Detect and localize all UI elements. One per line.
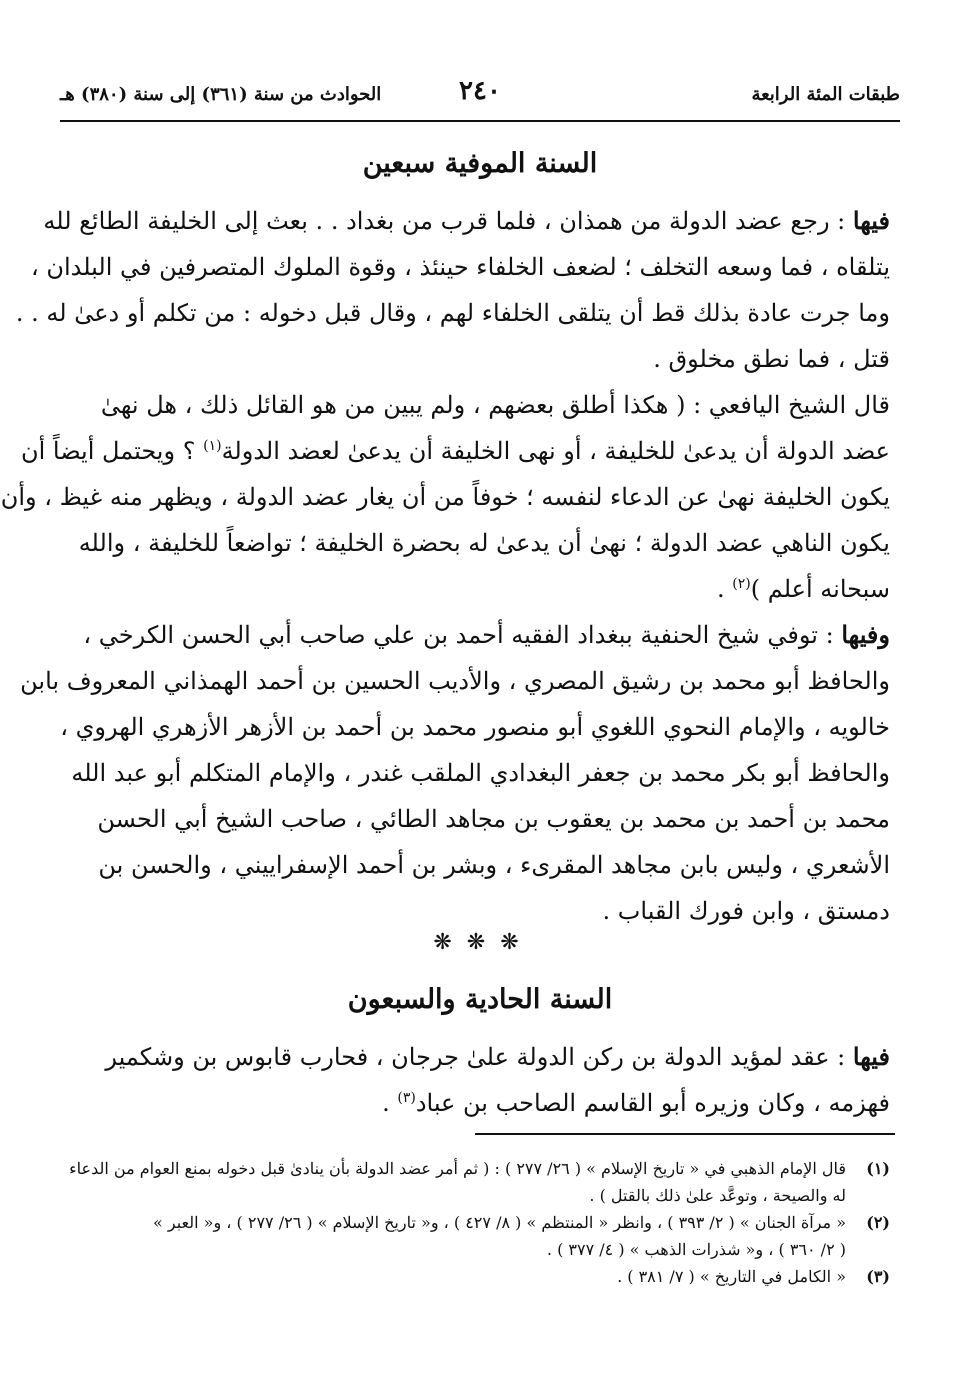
text-line: عضد الدولة أن يدعىٰ للخليفة ، أو نهى الخليفة أن يدعىٰ لعضد الدولة$^{(١)}$ ؟ ويحتمل أيضاً أن <box>21 437 890 465</box>
header-book-title: طبقات المئة الرابعة <box>751 84 900 105</box>
footnotes <box>60 1155 890 1290</box>
header-chapter-range: الحوادث من سنة (٣٦١) إلى سنة (٣٨٠) هـ <box>60 84 382 105</box>
footnote-line: له والصيحة ، وتوعَّد علىٰ ذلك بالقتل ) . <box>589 1186 846 1205</box>
text-line: يتلقاه ، فما وسعه التخلف ؛ لضعف الخلفاء حينئذ ، وقوة الملوك المتصرفين في البلدان ، <box>30 253 890 281</box>
paragraph-deaths <box>20 612 890 934</box>
running-header <box>60 76 900 122</box>
text-line: محمد بن أحمد بن محمد بن يعقوب بن مجاهد الطائي ، صاحب الشيخ أبي الحسن <box>97 805 890 833</box>
text-line: دمستق ، وابن فورك القباب . <box>602 897 890 925</box>
text-line: فيها : رجع عضد الدولة من همذان ، فلما قرب من بغداد . . بعث إلى الخليفة الطائع لله <box>43 206 890 235</box>
paragraph-lead: وفيها <box>841 620 890 649</box>
paragraph-events-371 <box>60 1034 890 1126</box>
text-line: قتل ، فما نطق مخلوق . <box>653 345 890 373</box>
paragraph-yafii-quote <box>0 382 890 612</box>
text-line: والحافظ أبو بكر محمد بن جعفر البغدادي الملقب غندر ، والإمام المتكلم أبو عبد الله <box>71 759 890 787</box>
text-line: وما جرت عادة بذلك قط أن يتلقى الخلفاء لهم ، وقال قبل دخوله : من تكلم أو دعىٰ له . . <box>15 299 890 327</box>
text-line: يكون الناهي عضد الدولة ؛ نهىٰ أن يدعىٰ له بحضرة الخليفة ؛ تواضعاً للخليفة ، والله <box>78 529 890 557</box>
footnote-number: (٣) <box>866 1267 890 1286</box>
footnote-3 <box>60 1263 890 1290</box>
text-line: فهزمه ، وكان وزيره أبو القاسم الصاحب بن عباد$^{(٣)}$ . <box>382 1089 890 1117</box>
footnote-2 <box>60 1209 890 1263</box>
footnote-divider <box>475 1133 895 1135</box>
footnote-1 <box>60 1155 890 1209</box>
footnote-line: قال الإمام الذهبي في « تاريخ الإسلام » ( ٢٦/ ٢٧٧ ) : ( ثم أمر عضد الدولة بأن ينادىٰ قبل دخوله بمنع العوام من الدعاء <box>69 1159 846 1178</box>
text-line: وفيها : توفي شيخ الحنفية ببغداد الفقيه أحمد بن علي صاحب أبي الحسن الكرخي ، <box>83 620 890 649</box>
footnote-number: (١) <box>866 1159 890 1178</box>
footnote-number: (٢) <box>866 1213 890 1232</box>
footnote-ref-2[interactable]: (٢) <box>732 576 751 592</box>
text-line: خالويه ، والإمام النحوي اللغوي أبو منصور محمد بن أحمد بن الأزهر الأزهري الهروي ، <box>60 713 890 741</box>
page-number: ٢٤٠ <box>459 76 501 106</box>
footnote-line: ( ٢/ ٣٦٠ ) ، و« شذرات الذهب » ( ٤/ ٣٧٧ ) . <box>546 1240 846 1259</box>
section-title-year-371: السنة الحادية والسبعون <box>347 984 613 1015</box>
text-line: والحافظ أبو محمد بن رشيق المصري ، والأديب الحسين بن أحمد الهمذاني المعروف بابن <box>20 667 890 695</box>
text-line: الأشعري ، وليس بابن مجاهد المقرىء ، وبشر بن أحمد الإسفراييني ، والحسن بن <box>98 851 890 879</box>
footnote-ref-3[interactable]: (٣) <box>397 1090 416 1106</box>
text-line: فيها : عقد لمؤيد الدولة بن ركن الدولة علىٰ جرجان ، فحارب قابوس بن وشكمير <box>105 1042 890 1071</box>
text-line: سبحانه أعلم )$^{(٢)}$ . <box>717 575 890 603</box>
paragraph-events <box>15 198 890 382</box>
text-line: قال الشيخ اليافعي : ( هكذا أطلق بعضهم ، ولم يبين من هو القائل ذلك ، هل نهىٰ <box>100 391 890 419</box>
footnote-ref-1[interactable]: (١) <box>203 438 222 454</box>
footnote-line: « الكامل في التاريخ » ( ٧/ ٣٨١ ) . <box>617 1267 846 1286</box>
paragraph-lead: فيها <box>852 1042 890 1071</box>
section-title-year-370: السنة الموفية سبعين <box>362 148 598 179</box>
paragraph-lead: فيها <box>852 206 890 235</box>
text-line: يكون الخليفة نهىٰ عن الدعاء لنفسه ؛ خوفاً من أن يغار عضد الدولة ، ويظهر منه غيظ ، وأن <box>0 483 890 511</box>
section-separator: ❋ ❋ ❋ <box>433 930 523 955</box>
footnote-line: « مرآة الجنان » ( ٢/ ٣٩٣ ) ، وانظر « المنتظم » ( ٨/ ٤٢٧ ) ، و« تاريخ الإسلام » ( ٢٦/ ٢٧٧ ) ، و« العبر » <box>153 1213 846 1232</box>
